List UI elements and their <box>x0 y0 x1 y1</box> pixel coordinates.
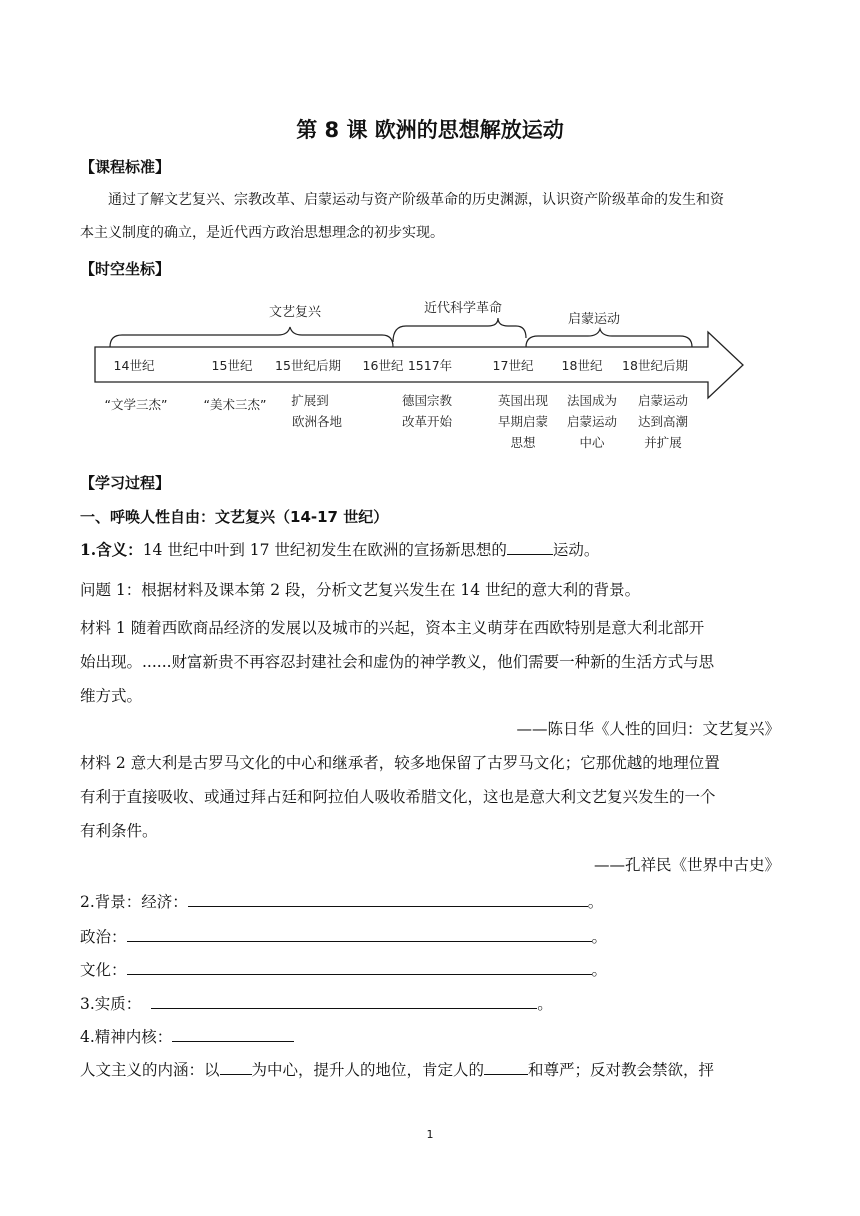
essence-blank[interactable] <box>151 992 537 1009</box>
humanism-blank-2[interactable] <box>484 1058 528 1075</box>
tick-14th-century: 14世纪 <box>113 358 155 373</box>
background-culture-line <box>80 958 607 980</box>
core-label: 4.精神内核： <box>80 1028 173 1046</box>
material-1-line-3: 维方式。 <box>80 687 143 705</box>
period: 。 <box>591 961 608 979</box>
event-reformation-1: 德国宗教 <box>401 393 453 408</box>
brace-scientific-revolution <box>393 318 526 342</box>
tick-17th-century: 17世纪 <box>492 358 534 373</box>
page-title: 第 8 课 欧洲的思想解放运动 <box>296 118 564 142</box>
event-england-2: 早期启蒙 <box>497 414 549 429</box>
definition-end: 运动。 <box>552 541 600 559</box>
material-2-line-2: 有利于直接吸收、或通过拜占廷和阿拉伯人吸收希腊文化，这也是意大利文艺复兴发生的一个 <box>80 788 716 806</box>
standard-line-1: 通过了解文艺复兴、宗教改革、启蒙运动与资产阶级革命的历史渊源，认识资产阶级革命的发生和资 <box>108 192 724 208</box>
brace-label-scientific-revolution: 近代科学革命 <box>423 301 503 316</box>
definition-text: 14 世纪中叶到 17 世纪初发生在欧洲的宣扬新思想的 <box>142 541 507 559</box>
question-1: 问题 1：根据材料及课本第 2 段，分析文艺复兴发生在 14 世纪的意大利的背景。 <box>80 581 641 599</box>
material-2-source: ——孔祥民《世界中古史》 <box>593 856 780 874</box>
background-culture-label: 文化： <box>80 961 127 979</box>
background-economy-line <box>80 890 603 912</box>
tick-1517: 1517年 <box>407 358 453 373</box>
humanism-line <box>80 1058 714 1080</box>
background-politics-blank[interactable] <box>127 925 592 942</box>
brace-label-enlightenment: 启蒙运动 <box>567 312 621 327</box>
core-blank[interactable] <box>172 1025 294 1042</box>
event-reformation-2: 改革开始 <box>401 414 453 429</box>
background-politics-line <box>80 925 607 947</box>
humanism-text-a: 人文主义的内涵：以 <box>80 1061 220 1079</box>
event-france-2: 启蒙运动 <box>566 414 618 429</box>
brace-enlightenment <box>526 329 692 347</box>
period: 。 <box>587 893 604 911</box>
event-england-1: 英国出现 <box>497 393 549 408</box>
core-line <box>80 1025 294 1047</box>
event-france-1: 法国成为 <box>566 393 618 408</box>
humanism-text-c: 和尊严；反对教会禁欲，抨 <box>528 1061 715 1079</box>
essence-line <box>80 992 553 1014</box>
background-economy-blank[interactable] <box>188 890 588 907</box>
event-literary-three: “文学三杰” <box>104 397 168 412</box>
essence-label: 3.实质： <box>80 995 142 1013</box>
event-climax-1: 启蒙运动 <box>637 393 689 408</box>
material-1-source: ——陈日华《人性的回归：文艺复兴》 <box>516 720 780 738</box>
event-art-three: “美术三杰” <box>203 397 267 412</box>
material-2-line-3: 有利条件。 <box>80 822 158 840</box>
material-2-line-1: 材料 2 意大利是古罗马文化的中心和继承者，较多地保留了古罗马文化；它那优越的地理位置 <box>80 754 720 772</box>
event-climax-3: 并扩展 <box>644 435 682 450</box>
period: 。 <box>591 928 608 946</box>
event-climax-2: 达到高潮 <box>637 414 689 429</box>
tick-late-15th-century: 15世纪后期 <box>275 358 341 373</box>
standard-line-2: 本主义制度的确立，是近代西方政治思想理念的初步实现。 <box>80 225 444 241</box>
material-1-line-1: 材料 1 随着西欧商品经济的发展以及城市的兴起，资本主义萌芽在西欧特别是意大利北部开 <box>80 619 705 637</box>
event-spread-1: 扩展到 <box>291 393 329 408</box>
timeline-diagram <box>80 290 760 460</box>
brace-label-renaissance: 文艺复兴 <box>268 305 322 320</box>
event-spread-2: 欧洲各地 <box>291 414 343 429</box>
background-economy-label: 2.背景：经济： <box>80 893 188 911</box>
page-number: 1 <box>426 1128 434 1141</box>
tick-18th-century: 18世纪 <box>561 358 603 373</box>
event-england-3: 思想 <box>510 435 536 450</box>
tick-15th-century: 15世纪 <box>211 358 253 373</box>
material-1-line-2: 始出现。......财富新贵不再容忍封建社会和虚伪的神学教义，他们需要一种新的生活方式与思 <box>80 653 715 671</box>
definition-line <box>80 538 599 560</box>
definition-label: 1.含义： <box>80 540 143 559</box>
period: 。 <box>537 995 553 1013</box>
definition-blank[interactable] <box>507 538 553 555</box>
standard-heading: 【课程标准】 <box>80 158 171 176</box>
section-1-heading: 一、呼唤人性自由：文艺复兴（14-17 世纪） <box>80 508 389 526</box>
brace-renaissance <box>110 327 393 347</box>
humanism-text-b: 为中心，提升人的地位，肯定人的 <box>251 1061 485 1079</box>
background-politics-label: 政治： <box>80 928 127 946</box>
background-culture-blank[interactable] <box>127 958 592 975</box>
process-heading: 【学习过程】 <box>80 474 171 492</box>
humanism-blank-1[interactable] <box>220 1058 252 1075</box>
tick-16th-century: 16世纪 <box>362 358 404 373</box>
timeline-heading: 【时空坐标】 <box>80 260 171 278</box>
event-france-3: 中心 <box>579 435 605 450</box>
tick-late-18th-century: 18世纪后期 <box>622 358 688 373</box>
